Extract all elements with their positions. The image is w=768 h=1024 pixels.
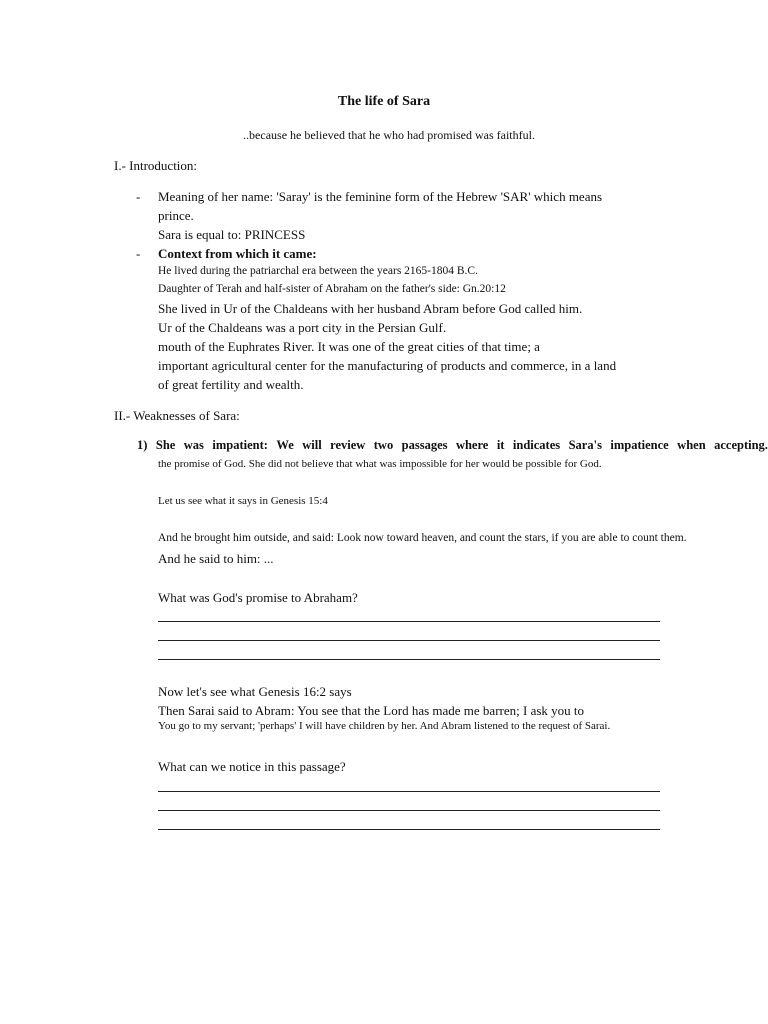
- point-word: was: [183, 438, 204, 452]
- answer-line[interactable]: [158, 640, 660, 641]
- point-word: when: [677, 438, 706, 452]
- point-word: two: [373, 438, 394, 452]
- section-heading-introduction: I.- Introduction:: [114, 158, 198, 173]
- point-word: Sara's: [568, 438, 602, 452]
- name-meaning-line: prince.: [158, 208, 194, 223]
- context-line: of great fertility and wealth.: [158, 377, 304, 392]
- context-line: Daughter of Terah and half-sister of Abraham on the father's side: Gn.20:12: [158, 283, 506, 295]
- genesis-16-intro: Now let's see what Genesis 16:2 says: [158, 684, 352, 699]
- point-word: impatience: [610, 438, 669, 452]
- context-line: important agricultural center for the manufacturing of products and commerce, in a land: [158, 358, 617, 373]
- point-word: review: [330, 438, 366, 452]
- answer-line[interactable]: [158, 659, 660, 660]
- genesis-15-quote: And he said to him: ...: [158, 551, 274, 566]
- context-line: He lived during the patriarchal era between the years 2165-1804 B.C.: [158, 265, 478, 277]
- impatience-point-line: [137, 438, 768, 453]
- question-promise: What was God's promise to Abraham?: [158, 590, 358, 605]
- point-word: passages: [401, 438, 448, 452]
- section-heading-weaknesses: II.- Weaknesses of Sara:: [114, 408, 240, 423]
- context-line: mouth of the Euphrates River. It was one of the great cities of that time; a: [158, 339, 540, 354]
- answer-line[interactable]: [158, 791, 660, 792]
- impatience-continued: the promise of God. She did not believe that what was impossible for her would be possible for God.: [158, 458, 602, 470]
- bullet-dash: -: [136, 246, 141, 261]
- page-title: The life of Sara: [337, 94, 431, 109]
- page-subtitle: ..because he believed that he who had promised was faithful.: [243, 128, 535, 142]
- point-word: impatient:: [212, 438, 268, 452]
- point-word: accepting.: [714, 438, 768, 452]
- context-line: She lived in Ur of the Chaldeans with her husband Abram before God called him.: [158, 301, 583, 316]
- point-number: 1): [137, 438, 148, 452]
- bullet-dash: -: [136, 189, 141, 204]
- point-word: We: [276, 438, 294, 452]
- name-meaning-line: Sara is equal to: PRINCESS: [158, 227, 306, 242]
- genesis-15-quote: And he brought him outside, and said: Look now toward heaven, and count the stars, if you are able to count them.: [158, 532, 687, 544]
- answer-line[interactable]: [158, 621, 660, 622]
- genesis-15-intro: Let us see what it says in Genesis 15:4: [158, 495, 328, 507]
- context-heading: Context from which it came:: [158, 246, 317, 261]
- answer-line[interactable]: [158, 829, 660, 830]
- name-meaning-line: Meaning of her name: 'Saray' is the feminine form of the Hebrew 'SAR' which means: [158, 189, 603, 204]
- point-word: it: [496, 438, 505, 452]
- genesis-16-quote: You go to my servant; 'perhaps' I will have children by her. And Abram listened to the request of Sarai.: [158, 720, 611, 732]
- point-word: She: [155, 438, 176, 452]
- context-line: Ur of the Chaldeans was a port city in the Persian Gulf.: [158, 320, 447, 335]
- answer-line[interactable]: [158, 810, 660, 811]
- question-notice: What can we notice in this passage?: [158, 759, 346, 774]
- point-word: where: [455, 438, 489, 452]
- point-word: will: [302, 438, 322, 452]
- genesis-16-quote: Then Sarai said to Abram: You see that the Lord has made me barren; I ask you to: [158, 703, 585, 718]
- point-word: indicates: [512, 438, 561, 452]
